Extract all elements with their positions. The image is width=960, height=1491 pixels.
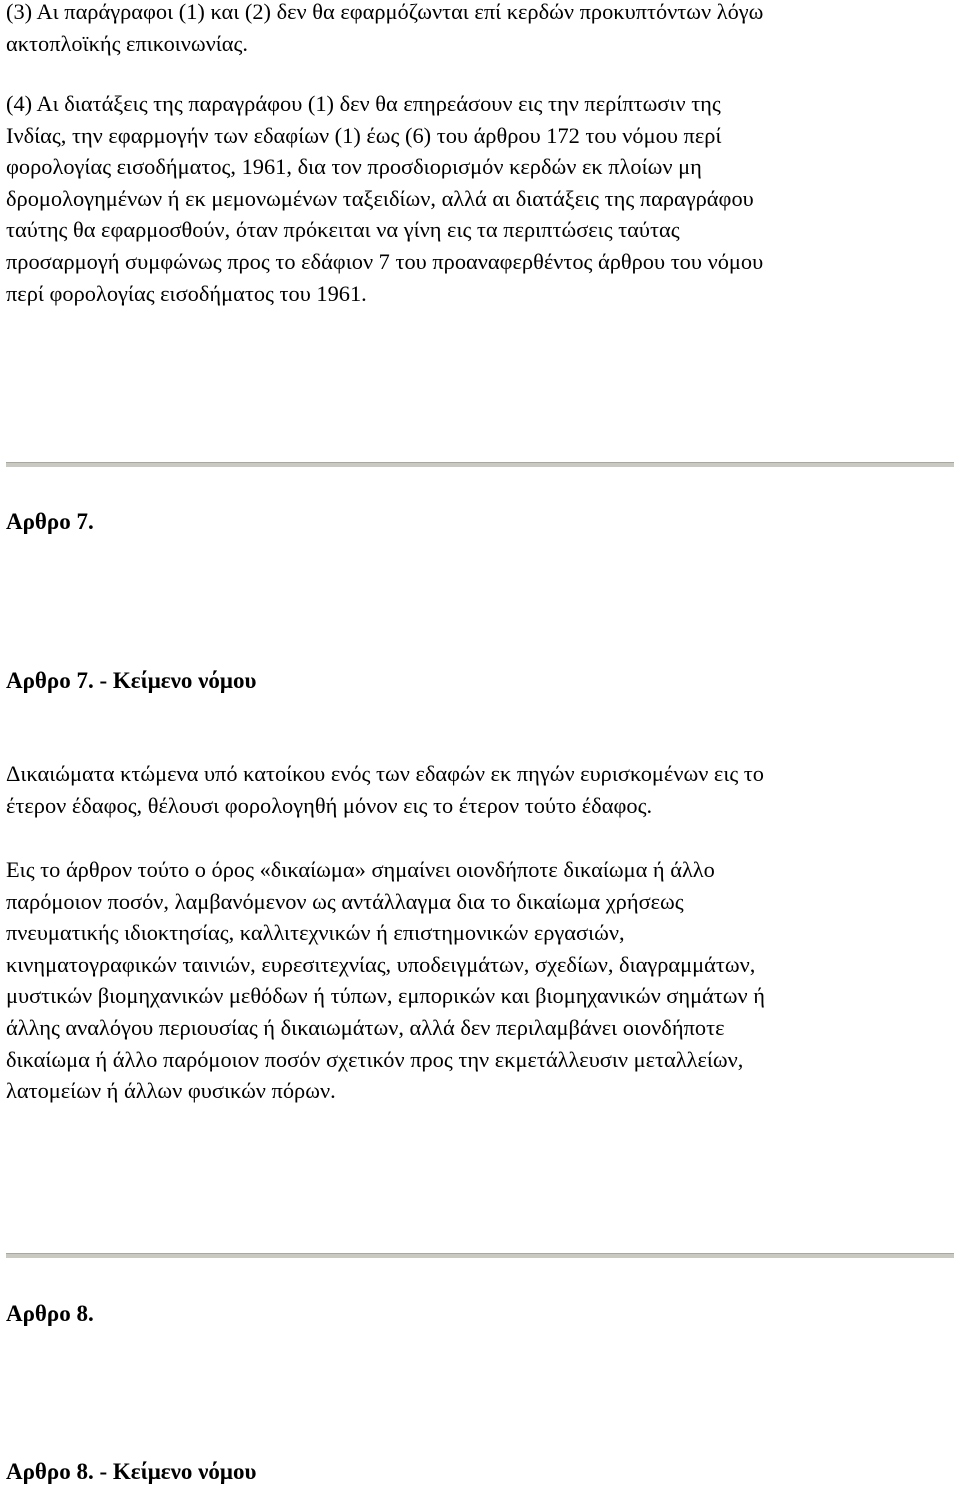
- article-7-paragraph-2: [6, 854, 954, 1107]
- paragraph-line: περί φορολογίας εισοδήματος του 1961.: [6, 280, 367, 306]
- article-7-heading: Αρθρο 7.: [6, 509, 94, 534]
- paragraph-line: προσαρμογή συμφώνως προς το εδάφιον 7 του προαναφερθέντος άρθρου του νόμου: [6, 248, 764, 274]
- horizontal-rule: [6, 1253, 954, 1258]
- paragraph-line: (4) Αι διατάξεις της παραγράφου (1) δεν θα επηρεάσουν εις την περίπτωσιν της: [6, 91, 721, 116]
- paragraph-line: πνευματικής ιδιοκτησίας, καλλιτεχνικών ή επιστημονικών εργασιών,: [6, 920, 625, 946]
- paragraph-line: Δικαιώματα κτώμενα υπό κατοίκου ενός των εδαφών εκ πηγών ευρισκομένων εις το: [6, 761, 765, 786]
- paragraph-line: Ινδίας, την εφαρμογήν των εδαφίων (1) έως (6) του άρθρου 172 του νόμου περί: [6, 122, 722, 148]
- paragraph-line: άλλης αναλόγου περιουσίας ή δικαιωμάτων, αλλά δεν περιλαμβάνει οιονδήποτε: [6, 1014, 725, 1040]
- horizontal-rule: [6, 462, 954, 467]
- paragraph-line: ακτοπλοϊκής επικοινωνίας.: [6, 30, 248, 56]
- paragraph-4: [6, 88, 954, 309]
- paragraph-line: μυστικών βιομηχανικών μεθόδων ή τύπων, εμπορικών και βιομηχανικών σημάτων ή: [6, 983, 765, 1009]
- article-8-heading: Αρθρο 8.: [6, 1301, 94, 1326]
- paragraph-line: κινηματογραφικών ταινιών, ευρεσιτεχνίας, υποδειγμάτων, σχεδίων, διαγραμμάτων,: [6, 951, 756, 977]
- paragraph-line: έτερον έδαφος, θέλουσι φορολογηθή μόνον εις το έτερον τούτο έδαφος.: [6, 792, 653, 818]
- paragraph-3: [6, 0, 954, 59]
- paragraph-line: δικαίωμα ή άλλο παρόμοιον ποσόν σχετικόν προς την εκμετάλλευσιν μεταλλείων,: [6, 1046, 744, 1072]
- article-7-text-heading: Αρθρο 7. - Κείμενο νόμου: [6, 668, 257, 693]
- paragraph-line: παρόμοιον ποσόν, λαμβανόμενον ως αντάλλαγμα δια το δικαίωμα χρήσεως: [6, 888, 684, 914]
- article-7-paragraph-1: [6, 758, 954, 821]
- article-8-text-heading: Αρθρο 8. - Κείμενο νόμου: [6, 1459, 257, 1484]
- paragraph-line: φορολογίας εισοδήματος, 1961, δια τον προσδιορισμόν κερδών εκ πλοίων μη: [6, 154, 702, 180]
- paragraph-line: ταύτης θα εφαρμοσθούν, όταν πρόκειται να γίνη εις τα περιπτώσεις ταύτας: [6, 217, 680, 243]
- paragraph-line: (3) Αι παράγραφοι (1) και (2) δεν θα εφαρμόζωνται επί κερδών προκυπτόντων λόγω: [6, 0, 764, 24]
- paragraph-line: Εις το άρθρον τούτο ο όρος «δικαίωμα» σημαίνει οιονδήποτε δικαίωμα ή άλλο: [6, 857, 715, 882]
- paragraph-line: λατομείων ή άλλων φυσικών πόρων.: [6, 1078, 336, 1104]
- paragraph-line: δρομολογημένων ή εκ μεμονωμένων ταξειδίων, αλλά αι διατάξεις της παραγράφου: [6, 185, 754, 211]
